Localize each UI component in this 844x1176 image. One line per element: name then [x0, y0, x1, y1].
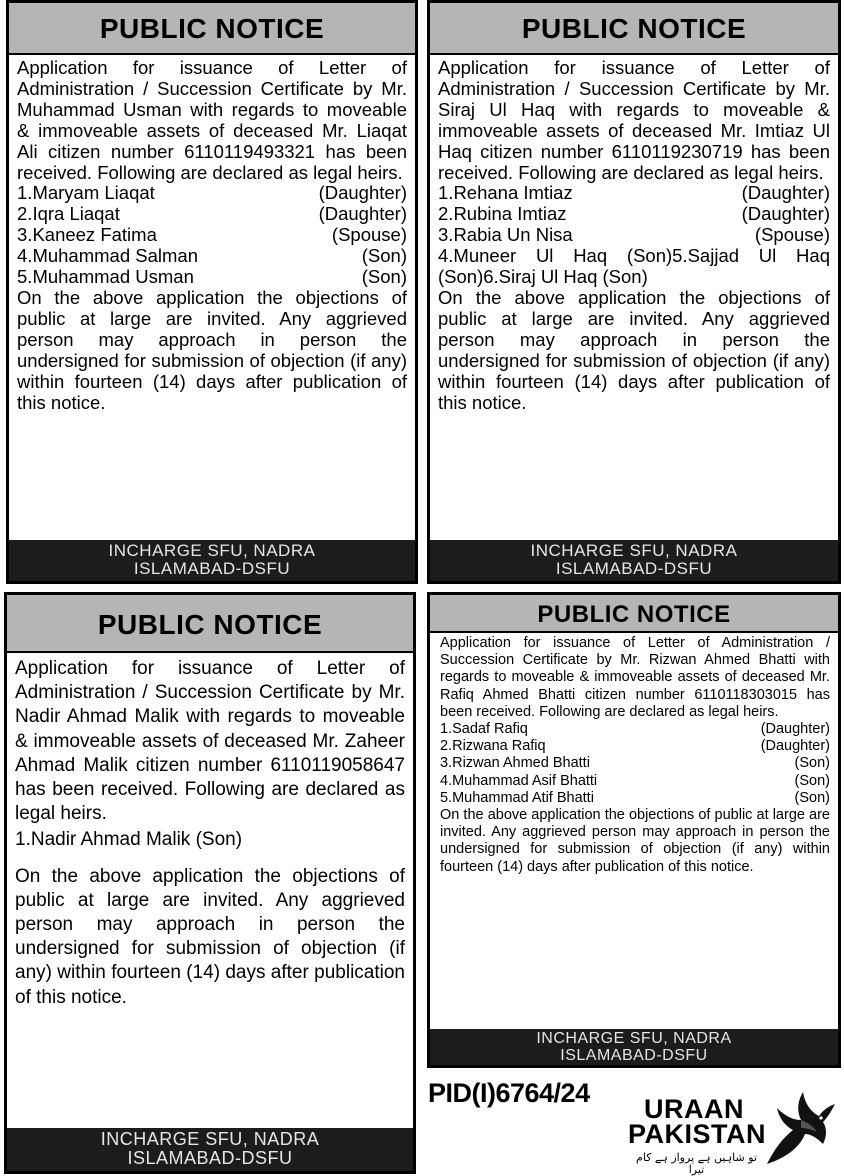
heir-number: 2.	[440, 738, 453, 755]
heir-relation: (Son)	[794, 789, 830, 806]
notice-title: PUBLIC NOTICE	[7, 595, 413, 653]
heir-name: Rubina Imtiaz	[453, 203, 567, 225]
pid-number: PID(I)6764/24	[428, 1078, 590, 1108]
notice-intro: Application for issuance of Letter of Administration / Succession Certificate by Mr. Nadir Ahmad Malik with regards to moveable & immoveable assets of deceased Mr. Zaheer Ahmad Malik citizen number 6110119058647 has been received. Following are declared as legal heirs.	[15, 658, 405, 825]
heir-name: Muhammad Salman	[32, 245, 198, 267]
public-notice-3	[4, 592, 416, 1174]
heir-item: 1.Nadir Ahmad Malik (Son)	[15, 829, 243, 851]
heir-name: Rizwan Ahmed Bhatti	[452, 755, 590, 772]
heir-relation: (Spouse)	[331, 224, 407, 246]
notice-body	[7, 653, 413, 1128]
notice-intro: Application for issuance of Letter of Administration / Succession Certificate by Mr. Rizwan Ahmed Bhatti with regards to moveable & immoveable assets of deceased Mr. Rafiq Ahmed Bhatti citizen number 6110118303015 has been received. Following are declared as legal heirs.	[440, 635, 830, 720]
notice-signature	[430, 1029, 838, 1065]
logo-tagline: تو شاہیں ہے پرواز ہے کام تیرا	[636, 1151, 757, 1176]
notice-closing: On the above application the objections of public at large are invited. Any aggrieved person may approach in person the undersigned for submission of objection (if any) within fourteen (14) days after publication of this notice.	[438, 286, 830, 413]
heir-item	[17, 183, 407, 204]
signature-location: ISLAMABAD-DSFU	[133, 559, 291, 579]
signature-location: ISLAMABAD-DSFU	[560, 1047, 708, 1065]
heir-relation: (Daughter)	[318, 203, 407, 225]
heir-number: 3.	[17, 224, 33, 246]
signature-office: INCHARGE SFU, NADRA	[100, 1129, 320, 1150]
notice-signature	[7, 1128, 413, 1171]
signature-office: INCHARGE SFU, NADRA	[536, 1030, 732, 1048]
heir-item	[17, 267, 407, 288]
heir-name: Rabia Un Nisa	[453, 224, 573, 246]
heir-name: Muhammad Atif Bhatti	[452, 789, 594, 806]
heir-number: 5.	[440, 789, 453, 806]
heir-item	[438, 204, 830, 225]
notice-signature	[430, 540, 838, 581]
heir-relation: (Son)	[794, 755, 830, 772]
heirs-list	[438, 183, 830, 246]
public-notice-2	[427, 0, 841, 584]
heir-item	[440, 721, 830, 738]
notice-body	[430, 55, 838, 540]
heir-relation: (Spouse)	[754, 224, 830, 246]
heir-name: Sadaf Rafiq	[452, 721, 528, 738]
heir-name: Maryam Liaqat	[32, 182, 155, 204]
heir-relation: (Daughter)	[318, 182, 407, 204]
notice-intro: Application for issuance of Letter of Administration / Succession Certificate by Mr. Siraj Ul Haq with regards to moveable & immoveable assets of deceased Mr. Imtiaz Ul Haq citizen number 6110119230719 has been received. Following are declared as legal heirs.	[438, 57, 830, 183]
heir-number: 5.	[17, 266, 33, 288]
signature-location: ISLAMABAD-DSFU	[127, 1148, 293, 1169]
heir-relation: (Son)	[794, 772, 830, 789]
notice-closing: On the above application the objections of public at large are invited. Any aggrieved person may approach in person the undersigned for submission of objection (if any) within fourteen (14) days after publication of this notice.	[17, 286, 407, 413]
heir-item	[17, 204, 407, 225]
notice-title: PUBLIC NOTICE	[430, 3, 838, 55]
notice-title: PUBLIC NOTICE	[430, 595, 838, 633]
heir-relation: (Daughter)	[760, 721, 830, 738]
uraan-pakistan-logo	[628, 1082, 840, 1176]
heir-number: 2.	[17, 203, 33, 225]
heir-number: 1.	[17, 182, 33, 204]
heir-item	[440, 773, 830, 790]
heir-relation: (Son)	[361, 245, 407, 267]
heir-item	[17, 225, 407, 246]
heirs-list	[440, 721, 830, 807]
notice-body	[430, 633, 838, 1029]
heir-relation: (Daughter)	[760, 738, 830, 755]
heir-item	[17, 246, 407, 267]
heir-item	[438, 225, 830, 246]
heir-number: 2.	[438, 203, 454, 225]
heir-name: Iqra Liaqat	[32, 203, 120, 225]
signature-office: INCHARGE SFU, NADRA	[530, 541, 738, 561]
heir-number: 1.	[440, 721, 453, 738]
heir-relation: (Daughter)	[741, 203, 830, 225]
heir-name: Kaneez Fatima	[32, 224, 157, 246]
logo-line-1: URAAN	[644, 1094, 744, 1124]
heir-name: Rehana Imtiaz	[453, 182, 573, 204]
eagle-icon	[761, 1086, 837, 1168]
heir-number: 4.	[17, 245, 33, 267]
heir-name: Muhammad Asif Bhatti	[452, 772, 598, 789]
notice-title: PUBLIC NOTICE	[9, 3, 415, 55]
heir-item	[440, 738, 830, 755]
notice-closing: On the above application the objections of public at large are invited. Any aggrieved person may approach in person the undersigned for submission of objection (if any) within fourteen (14) days after publication of this notice.	[440, 807, 830, 875]
heir-item	[440, 790, 830, 807]
heir-item	[438, 183, 830, 204]
heir-number: 3.	[438, 224, 454, 246]
public-notice-1	[6, 0, 418, 584]
logo-line-2: PAKISTAN	[628, 1119, 766, 1149]
notice-signature	[9, 540, 415, 581]
heir-number: 4.	[440, 772, 453, 789]
signature-office: INCHARGE SFU, NADRA	[108, 541, 316, 561]
heir-item	[440, 755, 830, 772]
heir-name: Rizwana Rafiq	[452, 738, 546, 755]
notice-intro: Application for issuance of Letter of Administration / Succession Certificate by Mr. Muhammad Usman with regards to moveable & immoveable assets of deceased Mr. Liaqat Ali citizen number 6110119493321 has been received. Following are declared as legal heirs.	[17, 57, 407, 183]
notice-body	[9, 55, 415, 540]
heirs-list	[17, 183, 407, 288]
heir-relation: (Son)	[361, 266, 407, 288]
notice-closing: On the above application the objections of public at large are invited. Any aggrieved person may approach in person the undersigned for submission of objection (if any) within fourteen (14) days after publication of this notice.	[15, 865, 405, 1008]
heir-number: 1.	[438, 182, 454, 204]
heir-name: Muhammad Usman	[32, 266, 194, 288]
heir-number: 3.	[440, 755, 453, 772]
heirs-inline: 4.Muneer Ul Haq (Son)5.Sajjad Ul Haq (Son)6.Siraj Ul Haq (Son)	[438, 245, 830, 288]
signature-location: ISLAMABAD-DSFU	[555, 559, 713, 579]
public-notice-4	[427, 592, 841, 1068]
heir-relation: (Daughter)	[741, 182, 830, 204]
